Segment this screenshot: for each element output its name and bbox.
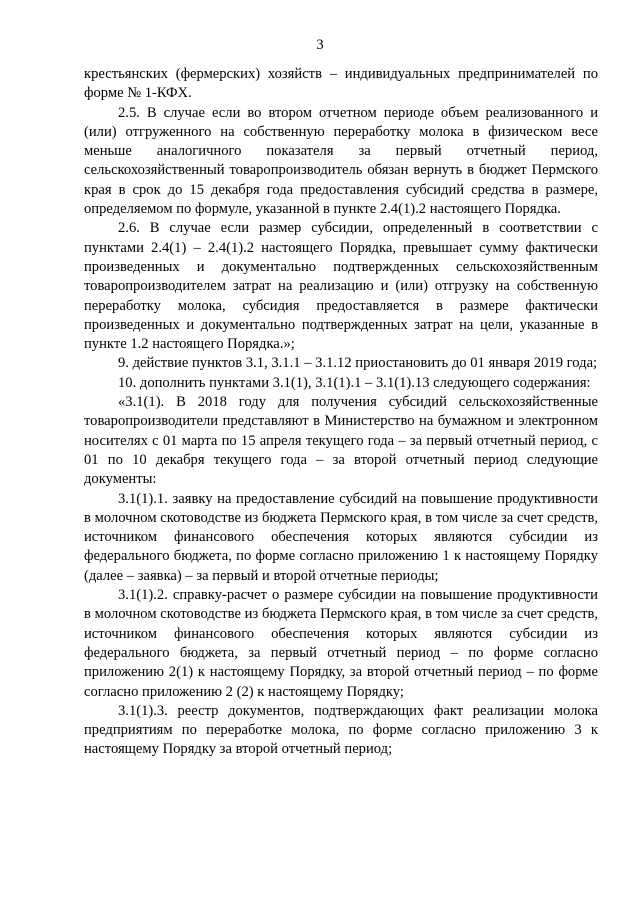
paragraph-continuation: крестьянских (фермерских) хозяйств – индивидуальных предпринимателей по форме № 1-КФХ. — [84, 66, 598, 102]
paragraph-2-6: 2.6. В случае если размер субсидии, определенный в соответствии с пунктами 2.4(1) – 2.4(1).2 настоящего Порядка, превышает сумму фактически произведенных и документально подтвержденных сельскохозяйственным товаропроизводителем затрат на реализацию и (или) отгрузку на собственную переработку молока, субсидия предоставляется в размере фактически произведенных и документально подтвержденных затрат на цели, указанные в пункте 1.2 настоящего Порядка.»; — [84, 220, 598, 353]
page-number: 3 — [316, 37, 324, 53]
document-body — [84, 65, 598, 760]
paragraph-3-1-1-3: 3.1(1).3. реестр документов, подтверждающих факт реализации молока предприятиям по переработке молока, по форме согласно приложению 3 к настоящему Порядку за второй отчетный период; — [84, 702, 598, 758]
paragraph-item-10: 10. дополнить пунктами 3.1(1), 3.1(1).1 – 3.1(1).13 следующего содержания: — [118, 374, 591, 391]
paragraph-3-1-1: «3.1(1). В 2018 году для получения субсидий сельскохозяйственные товаропроизводители представляют в Министерство на бумажном и электронном носителях с 01 марта по 15 апреля текущего года – за первый отчетный период, с 01 по 10 декабря текущего года – за второй отчетный период следующие документы: — [84, 394, 598, 488]
paragraph-2-5: 2.5. В случае если во втором отчетном периоде объем реализованного и (или) отгруженного на собственную переработку молока в физическом весе меньше аналогичного показателя за первый отчетный период, сельскохозяйственный товаропроизводитель обязан вернуть в бюджет Пермского края в срок до 15 декабря года предоставления субсидий средства в размере, определяемом по формуле, указанной в пункте 2.4(1).2 настоящего Порядка. — [84, 104, 598, 218]
paragraph-3-1-1-1: 3.1(1).1. заявку на предоставление субсидий на повышение продуктивности в молочном скотоводстве из бюджета Пермского края, в том числе за счет средств, источником финансового обеспечения которых являются субсидии из федерального бюджета, по форме согласно приложению 1 к настоящему Порядку (далее – заявка) – за первый и второй отчетные периоды; — [84, 490, 598, 584]
paragraph-item-9: 9. действие пунктов 3.1, 3.1.1 – 3.1.12 приостановить до 01 января 2019 года; — [118, 355, 598, 372]
paragraph-3-1-1-2: 3.1(1).2. справку-расчет о размере субсидии на повышение продуктивности в молочном скотоводстве из бюджета Пермского края, в том числе за счет средств, источником финансового обеспечения которых являются субсидии из федерального бюджета, за первый отчетный период – по форме согласно приложению 2(1) к настоящему Порядку, за второй отчетный период – по форме согласно приложению 2 (2) к настоящему Порядку; — [84, 587, 598, 700]
